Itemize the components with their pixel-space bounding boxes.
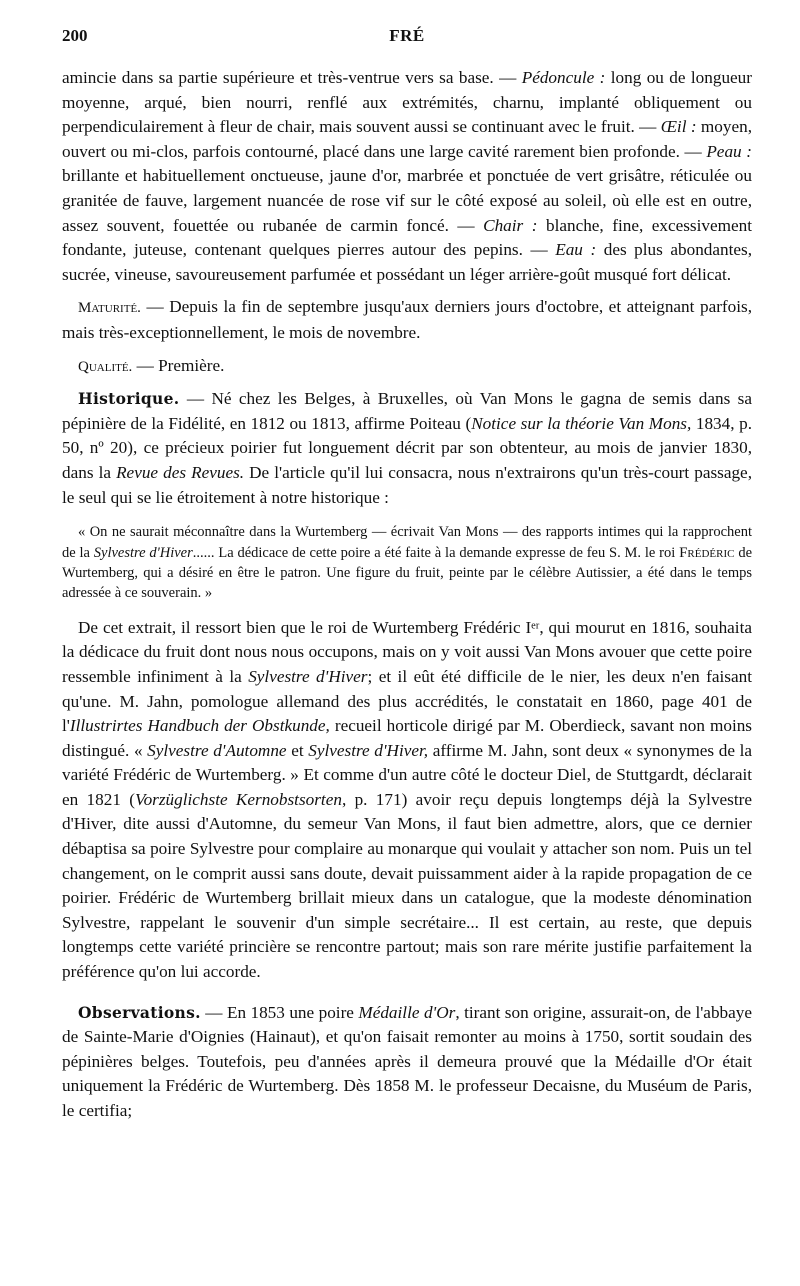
variety-name: Sylvestre d'Hiver, bbox=[308, 740, 429, 760]
eau-label: Eau : bbox=[555, 240, 597, 260]
quotation-block bbox=[62, 522, 752, 604]
commentary-paragraph bbox=[62, 616, 752, 985]
variety-name: Sylvestre d'Hiver bbox=[248, 666, 368, 686]
revue-title: Revue des Revues. bbox=[116, 462, 245, 482]
maturite-paragraph bbox=[62, 295, 752, 345]
observations-text: — En 1853 une poire bbox=[200, 1002, 359, 1022]
commentary-text: affirme M. Jahn, sont deux « synonymes de la variété Frédéric de Wurtemberg. » Et comme d'un autre côté le docteur Diel, de Stuttgardt, déclarait en 1821 ( bbox=[62, 740, 752, 809]
description-text: des plus abondantes, sucrée, vineuse, savoureusement parfumée et possédant un léger arrière-goût musqué fort délicat. bbox=[62, 240, 752, 284]
description-text: blanche, fine, excessivement fondante, juteuse, contenant quelques pierres autour des pepins. — bbox=[62, 215, 752, 260]
quote-text: « On ne saurait méconnaître dans la Wurtemberg — écrivait Van Mons — des rapports intimes qui la rapprochent de la bbox=[62, 524, 752, 561]
maturite-text: — Depuis la fin de septembre jusqu'aux derniers jours d'octobre, et atteignant parfois, mais très-exceptionnellement, le mois de novembre. bbox=[62, 297, 752, 342]
pedoncule-label: Pédoncule : bbox=[521, 68, 606, 87]
description-text: moyen, ouvert ou mi-clos, parfois contourné, placé dans une large cavité rarement bien profonde. — bbox=[62, 117, 752, 161]
commentary-text: ; et il eût été difficile de le nier, les deux n'en faisant qu'une. M. Jahn, pomologue allemand des plus accrédités, le constatait en 1860, page 401 de l' bbox=[62, 666, 752, 736]
description-text: long ou de longueur moyenne, arqué, bien nourri, renflé aux extrémités, charnu, implanté obliquement ou perpendiculairement à fleur de chair, mais souvent aussi se continuant avec le fruit. — bbox=[62, 68, 752, 137]
qualite-paragraph bbox=[62, 354, 752, 380]
quote-text: ...... La dédicace de cette poire a été faite à la demande expresse de feu S. M. le roi bbox=[192, 544, 680, 561]
description-paragraph bbox=[62, 66, 752, 287]
running-title: FRÉ bbox=[389, 26, 425, 45]
description-text: amincie dans sa partie supérieure et très-ventrue vers sa base. — bbox=[62, 68, 522, 87]
historique-text: De l'article qu'il lui consacra, nous n'extrairons qu'un très-court passage, le seul qui se lie étroitement à notre historique : bbox=[62, 462, 752, 507]
historique-text: — Né chez les Belges, à Bruxelles, où Van Mons le gagna de semis dans sa pépinière de la Fidélité, en 1812 ou 1813, affirme Poiteau ( bbox=[62, 389, 752, 433]
historique-text: 1834, p. 50, nº 20), ce précieux poirier fut longuement décrit par son obtenteur, au mois de janvier 1830, dans la bbox=[62, 413, 753, 482]
qualite-label: Qualité. bbox=[78, 358, 133, 375]
variety-name: Médaille d'Or bbox=[358, 1002, 456, 1022]
handbuch-title: Illustrirtes Handbuch der Obstkunde, bbox=[69, 716, 330, 736]
observations-text: , tirant son origine, assurait-on, de l'abbaye de Sainte-Marie d'Oignies (Hainaut), et qu'on faisait remonter au moins à 1750, sortit soudain des pépinières belges. Toutefois, peu d'années après il demeura prouvé que la Médaille d'Or était uniquement la Frédéric de Wurtemberg. Dès 1858 M. le professeur Decaisne, du Muséum de Paris, le certifia; bbox=[62, 1002, 752, 1120]
quote-text: de Wurtemberg, qui a désiré en être le patron. Une figure du fruit, peinte par le célèbre Autissier, a été dans le temps adressée à ce souverain. » bbox=[62, 544, 753, 602]
description-text: brillante et habituellement onctueuse, jaune d'or, marbrée et ponctuée de vert grisâtre, réticulée ou granitée de fauve, largement nuancée de rose vif sur le côté exposé au soleil, où elle est en outre, assez souvent, fouettée ou rubanée de carmin foncé. — bbox=[62, 166, 752, 235]
maturite-label: Maturité. bbox=[78, 300, 141, 317]
diel-book-title: Vorzüglichste Kernobstsorten bbox=[134, 789, 342, 809]
peau-label: Peau : bbox=[706, 141, 752, 161]
observations-heading: Observations. bbox=[78, 1002, 201, 1022]
historique-paragraph bbox=[62, 387, 752, 510]
oeil-label: Œil : bbox=[660, 117, 697, 137]
running-head bbox=[62, 26, 752, 50]
qualite-text: — Première. bbox=[132, 355, 225, 375]
chair-label: Chair : bbox=[483, 215, 538, 235]
quote-king-name: Frédéric bbox=[679, 544, 735, 561]
historique-heading: Historique. bbox=[78, 389, 180, 409]
commentary-text: , p. 171) avoir reçu depuis longtemps déjà la Sylvestre d'Hiver, dite aussi d'Automne, du semeur Van Mons, il faut bien admettre, alors, que ce dernier débaptisa sa poire Sylvestre pour complaire au monarque qui voulait y attacher son nom. Puis un tel changement, on le comprit aussi sans doute, devait puissamment aider à la rapide propagation de ce poirier. Frédéric de Wurtemberg brillait mieux dans un catalogue, que la modeste dénomination Sylvestre, rappelant le souvenir d'un simple secrétaire... Il est certain, au reste, que depuis longtemps cette variété princière se rencontre partout; mais son rare mérite justifie parfaitement la préférence qu'on lui accorde. bbox=[62, 789, 752, 982]
variety-name: Sylvestre d'Automne bbox=[147, 740, 287, 760]
reference-title: Notice sur la théorie Van Mons, bbox=[471, 413, 692, 433]
commentary-text: et bbox=[286, 740, 309, 760]
book-page bbox=[62, 26, 752, 1124]
page-number: 200 bbox=[62, 26, 88, 45]
observations-paragraph bbox=[62, 1001, 752, 1124]
quote-variety-name: Sylvestre d'Hiver bbox=[93, 544, 193, 561]
commentary-text: recueil horticole dirigé par M. Oberdieck, savant non moins distingué. « bbox=[62, 716, 752, 760]
commentary-text: De cet extrait, il ressort bien que le roi de Wurtemberg Frédéric Iᵉʳ, qui mourut en 1816, souhaita la dédicace du fruit dont nous nous occupons, mais on y voit aussi Van Mons avouer que cette poire ressemble infiniment à la bbox=[62, 617, 752, 686]
